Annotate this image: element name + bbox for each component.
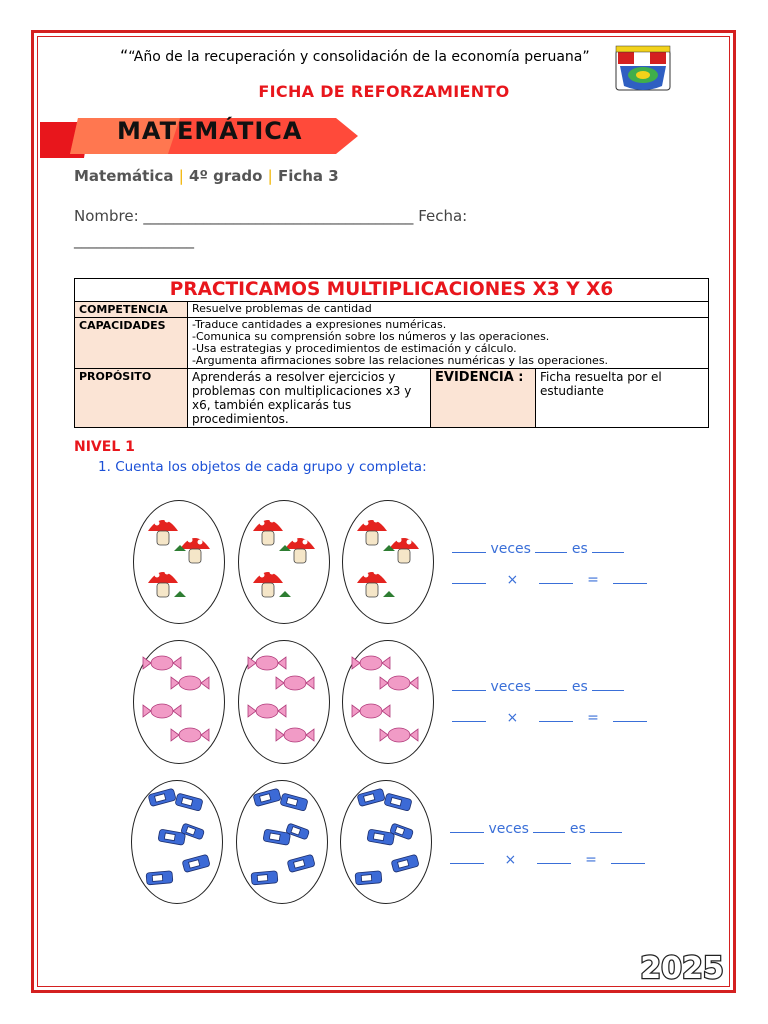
evidencia-value: Ficha resuelta por el estudiante bbox=[536, 369, 709, 428]
fill-line-1: veces es bbox=[452, 678, 624, 695]
answer-blank[interactable] bbox=[539, 709, 573, 722]
capacidad-item: -Traduce cantidades a expresiones numéricas. bbox=[192, 318, 447, 331]
candy-icon bbox=[343, 641, 432, 762]
mushroom-icon bbox=[134, 501, 223, 622]
group-oval bbox=[340, 780, 432, 904]
sheet-number: Ficha 3 bbox=[277, 167, 339, 185]
group-oval bbox=[236, 780, 328, 904]
answer-blank[interactable] bbox=[590, 820, 622, 833]
candy-icon bbox=[134, 641, 223, 762]
separator: | bbox=[267, 167, 273, 185]
fill-line-2: × = bbox=[452, 709, 647, 726]
eraser-icon bbox=[341, 781, 430, 902]
group-oval bbox=[238, 640, 330, 764]
svg-text:2025: 2025 bbox=[640, 951, 724, 986]
group-oval bbox=[342, 640, 434, 764]
answer-blank[interactable] bbox=[452, 678, 486, 691]
exercise-instruction: 1. Cuenta los objetos de cada grupo y completa: bbox=[98, 459, 427, 475]
answer-blank[interactable] bbox=[452, 540, 486, 553]
sheet-title: FICHA DE REFORZAMIENTO bbox=[258, 82, 510, 101]
answer-blank[interactable] bbox=[535, 540, 567, 553]
competencia-value: Resuelve problemas de cantidad bbox=[188, 302, 709, 318]
answer-blank[interactable] bbox=[613, 571, 647, 584]
group-oval bbox=[133, 640, 225, 764]
mushroom-icon bbox=[239, 501, 328, 622]
answer-blank[interactable] bbox=[592, 540, 624, 553]
fill-line-1: veces es bbox=[450, 820, 622, 837]
capacidad-item: -Comunica su comprensión sobre los números y las operaciones. bbox=[192, 330, 550, 343]
group-oval bbox=[238, 500, 330, 624]
group-oval bbox=[342, 500, 434, 624]
session-table bbox=[74, 278, 709, 428]
answer-blank[interactable] bbox=[452, 709, 486, 722]
subject-label: Matemática bbox=[74, 167, 174, 185]
proposito-label: PROPÓSITO bbox=[75, 369, 188, 428]
fill-line-2: × = bbox=[450, 851, 645, 868]
eraser-icon bbox=[132, 781, 221, 902]
exercise-number: 1. bbox=[98, 459, 111, 475]
grade-label: 4º grado bbox=[189, 167, 263, 185]
year-2025-logo bbox=[640, 950, 724, 986]
proposito-value: Aprenderás a resolver ejercicios y problemas con multiplicaciones x3 y x6, también explicarás tus procedimientos. bbox=[188, 369, 431, 428]
answer-blank[interactable] bbox=[537, 851, 571, 864]
capacidad-item: -Usa estrategias y procedimientos de estimación y cálculo. bbox=[192, 342, 517, 355]
name-label: Nombre: bbox=[74, 207, 144, 225]
banner-title: MATEMÁTICA bbox=[117, 117, 303, 145]
date-field[interactable]: ________________ bbox=[74, 231, 194, 249]
fill-line-2: × = bbox=[452, 571, 647, 588]
answer-blank[interactable] bbox=[613, 709, 647, 722]
answer-blank[interactable] bbox=[611, 851, 645, 864]
level-heading: NIVEL 1 bbox=[74, 439, 135, 455]
capacidades-list bbox=[188, 318, 709, 369]
competencia-label: COMPETENCIA bbox=[75, 302, 188, 318]
evidencia-label: EVIDENCIA : bbox=[431, 369, 536, 428]
answer-blank[interactable] bbox=[539, 571, 573, 584]
course-info bbox=[74, 167, 339, 185]
eraser-icon bbox=[237, 781, 326, 902]
answer-blank[interactable] bbox=[533, 820, 565, 833]
answer-blank[interactable] bbox=[450, 851, 484, 864]
capacidades-label: CAPACIDADES bbox=[75, 318, 188, 369]
answer-blank[interactable] bbox=[450, 820, 484, 833]
date-label: Fecha: bbox=[413, 207, 468, 225]
answer-blank[interactable] bbox=[535, 678, 567, 691]
national-motto: ““Año de la recuperación y consolidación de la economía peruana” bbox=[120, 46, 590, 65]
group-oval bbox=[131, 780, 223, 904]
answer-blank[interactable] bbox=[592, 678, 624, 691]
student-fields bbox=[74, 204, 674, 252]
session-title: PRACTICAMOS MULTIPLICACIONES X3 Y X6 bbox=[75, 279, 709, 302]
candy-icon bbox=[239, 641, 328, 762]
answer-blank[interactable] bbox=[452, 571, 486, 584]
mushroom-icon bbox=[343, 501, 432, 622]
fill-line-1: veces es bbox=[452, 540, 624, 557]
name-field[interactable]: ____________________________________ bbox=[143, 207, 414, 225]
separator: | bbox=[178, 167, 184, 185]
capacidad-item: -Argumenta afirmaciones sobre las relaciones numéricas y las operaciones. bbox=[192, 354, 609, 367]
group-oval bbox=[133, 500, 225, 624]
